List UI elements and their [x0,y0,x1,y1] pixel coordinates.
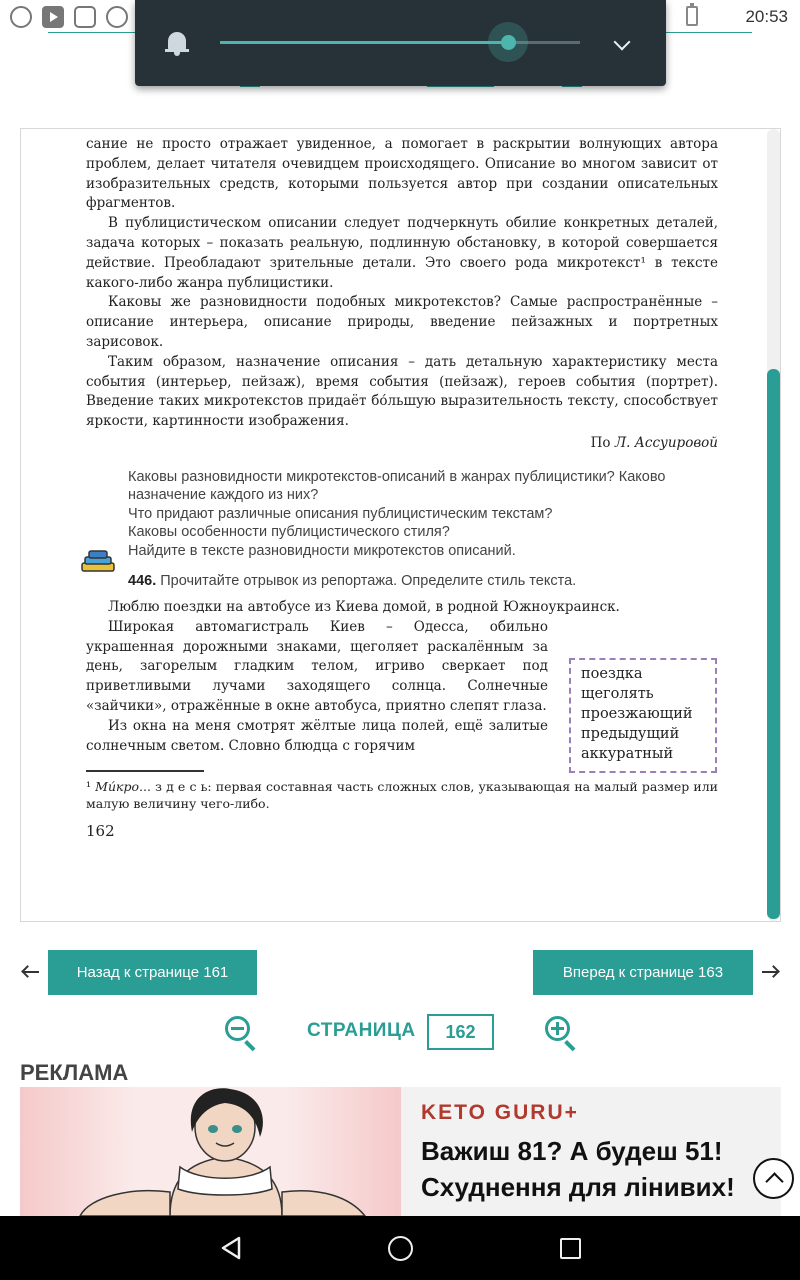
question: Каковы особенности публицистического стиля? [128,524,450,541]
system-nav-bar [0,1216,800,1280]
scrollbar-thumb[interactable] [767,369,780,919]
book-paragraph: сание не просто отражает увиденное, а помогает в раскрытии волнующих автора проблем, делает читателя очевидцем происходящего. Описание во многом зависит от изобразительных средств, которыми пользуется автор при создании описательных фрагментов. [86,136,718,212]
footnote-text: з д е с ь: первая составная часть сложных слов, указывающая на малый размер или малую величину чего-либо. [86,779,718,812]
book-paragraph: Каковы же разновидности подобных микротекстов? Самые распространённые – описание интерьера, описание природы, введение пейзажных и портретных зарисовок. [86,294,718,350]
question: Найдите в тексте разновидности микротекстов описаний. [128,542,516,559]
book-paragraph: Таким образом, назначение описания – дать детальную характеристику места события (интерьер, пейзаж), время события (пейзаж), героев события (портрет). Введение таких микротекстов придаёт бо́льшую выразительность тексту, способствует яркости, картинности изображения. [86,353,718,430]
back-icon[interactable] [219,1236,243,1260]
volume-panel [135,0,666,86]
footnote-divider [86,770,204,772]
vocabulary-box [569,658,717,773]
ad-headline-line: Схуднення для лінивих! [421,1172,735,1202]
ad-illustration [20,1087,401,1216]
question: Каковы разновидности микротекстов-описаний в жанрах публицистики? Каково назначение каждого из них? [128,468,666,504]
signature-author: Л. Ассуировой [614,434,718,451]
notification-icons [10,6,128,28]
printed-page-number: 162 [86,822,115,841]
page-number-input[interactable]: 162 [427,1014,494,1050]
reading-text: Широкая автомагистраль Киев – Одесса, обильно украшенная дорожными знаками, щеголяет раскалённым за день, загорелым гладким телом, игриво сверкает под приветливыми лучами заходящего солнца. Солнечные «зайчики», отражённые в окне автобуса, приятно слепят глаза. [86,618,548,715]
reading-paragraph: Из окна на меня смотрят жёлтые лица полей, ещё залитые солнечным светом. Словно блюдца с горячим [86,717,548,754]
ad-headline-line: Важиш 81? А будеш 51! [421,1136,723,1166]
footnote-term: Ми́кро... [95,779,151,795]
bell-icon[interactable] [165,30,189,56]
chat-icon [106,6,128,28]
status-time: 20:53 [745,7,788,26]
scroll-to-top-button[interactable] [753,1158,794,1199]
page-label: СТРАНИЦА [307,1020,416,1041]
footnote-mark: ¹ [86,779,92,795]
arrow-left-icon[interactable] [22,964,39,980]
vocab-word: поездка [581,666,643,682]
vocab-word: щеголять [581,686,654,702]
source-signature [86,434,718,454]
zoom-out-icon[interactable] [223,1014,259,1050]
question: Что придают различные описания публицистическим текстам? [128,505,553,522]
book-paragraph: В публицистическом описании следует подчеркнуть обилие конкретных деталей, задача которых – показать реальную, подлинную обстановку, в которой совершается действие. Преобладают зрительные детали. Это своего рода микротекст¹ в тексте какого-либо жанра публицистики. [86,215,718,291]
ad-banner[interactable] [20,1087,781,1216]
exercise-heading [128,572,718,592]
exercise-number: 446. [128,573,157,590]
vocab-word: проезжающий [581,706,693,722]
page-viewer[interactable] [20,128,781,922]
ad-section-label: РЕКЛАМА [20,1060,129,1085]
books-icon [80,549,118,573]
footnote [86,778,718,812]
ad-brand: KETO GURU+ [421,1101,579,1124]
battery-charging-icon [686,6,698,26]
home-icon[interactable] [388,1236,413,1261]
zoom-in-icon[interactable] [543,1014,579,1050]
volume-slider[interactable] [220,41,580,44]
vocab-word: предыдущий [581,726,680,742]
signature-prefix: По [590,434,615,451]
instagram-icon [74,6,96,28]
vocab-word: аккуратный [581,746,674,762]
arrow-right-icon[interactable] [762,964,779,980]
ad-headline[interactable] [421,1133,771,1205]
youtube-icon [42,6,64,28]
questions-block [128,468,718,561]
chevron-down-icon[interactable] [614,34,631,51]
reading-paragraph: Люблю поездки на автобусе из Киева домой, в родной Южноукраинск. [108,599,620,616]
volume-thumb[interactable] [501,35,516,50]
ad-image[interactable] [20,1087,401,1216]
exercise-text: Прочитайте отрывок из репортажа. Определите стиль текста. [156,573,577,590]
recents-icon[interactable] [560,1238,581,1259]
prev-page-button[interactable]: Назад к странице 161 [48,950,257,995]
at-sign-icon [10,6,32,28]
next-page-button[interactable]: Вперед к странице 163 [533,950,753,995]
volume-fill [220,41,508,44]
textbook-page [86,135,718,842]
